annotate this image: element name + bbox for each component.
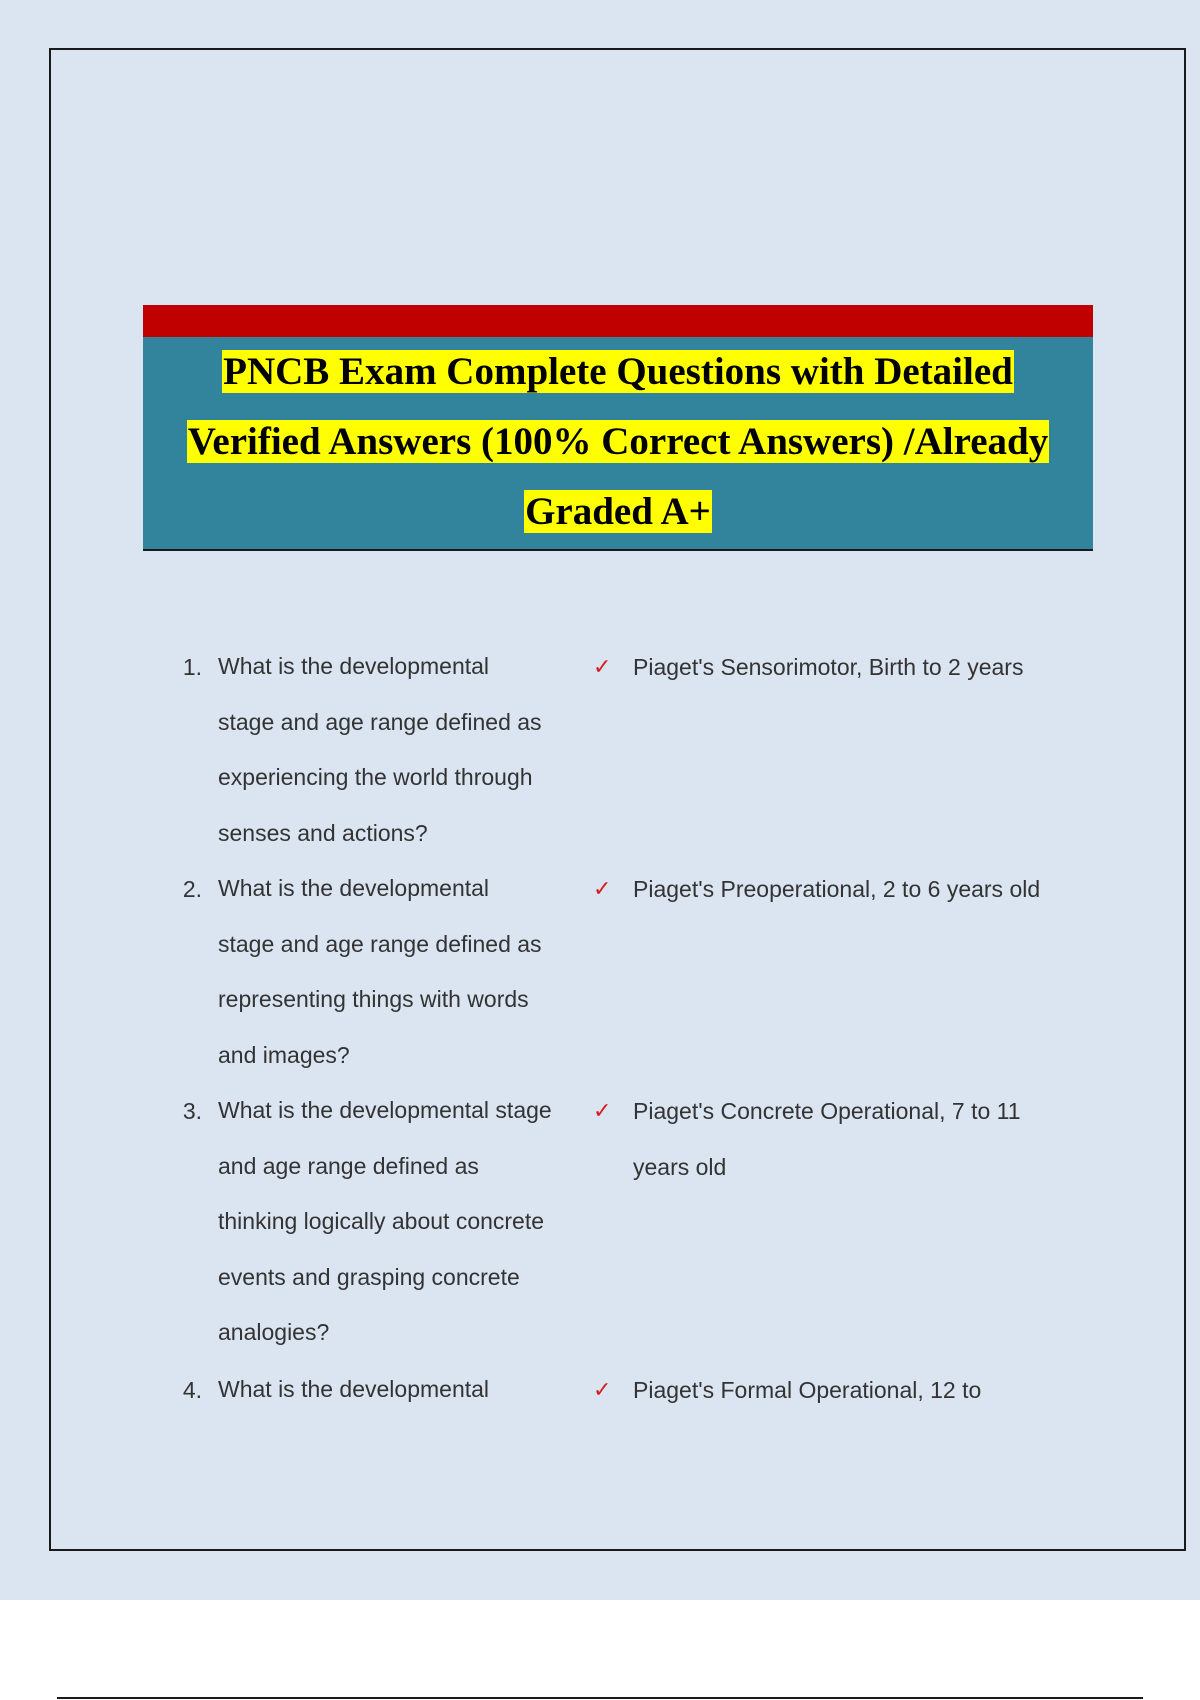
checkmark-icon: ✓: [593, 1098, 612, 1123]
title-line: PNCB Exam Complete Questions with Detailed: [223, 350, 1013, 393]
question-text: What is the developmental stage and age range defined as experiencing the world through senses and actions?: [218, 653, 542, 846]
question-text: What is the developmental stage and age range defined as thinking logically about concrete events and grasping concrete analogies?: [218, 1097, 552, 1346]
footer-divider: [57, 1697, 1143, 1699]
title-line: Verified Answers (100% Correct Answers) /Already: [187, 420, 1049, 463]
question-number: 1.: [182, 654, 202, 680]
question-text: What is the developmental stage and age range defined as representing things with words and images?: [218, 875, 542, 1068]
title-line: Graded A+: [525, 490, 711, 533]
question-number: 4.: [182, 1377, 202, 1403]
title-banner: [143, 305, 1093, 551]
checkmark-icon: ✓: [593, 1377, 612, 1402]
banner-red-stripe: [143, 305, 1093, 337]
answer-text: Piaget's Preoperational, 2 to 6 years old: [633, 876, 1041, 902]
answer-text: Piaget's Formal Operational, 12 to: [633, 1377, 982, 1403]
question-number: 3.: [182, 1098, 202, 1124]
checkmark-icon: ✓: [593, 876, 612, 901]
question-number: 2.: [182, 876, 202, 902]
answer-text: Piaget's Sensorimotor, Birth to 2 years: [633, 654, 1024, 680]
answer-text: Piaget's Concrete Operational, 7 to 11 years old: [633, 1098, 1021, 1180]
question-text: What is the developmental: [218, 1376, 490, 1402]
checkmark-icon: ✓: [593, 654, 612, 679]
document-title: [143, 337, 1093, 547]
